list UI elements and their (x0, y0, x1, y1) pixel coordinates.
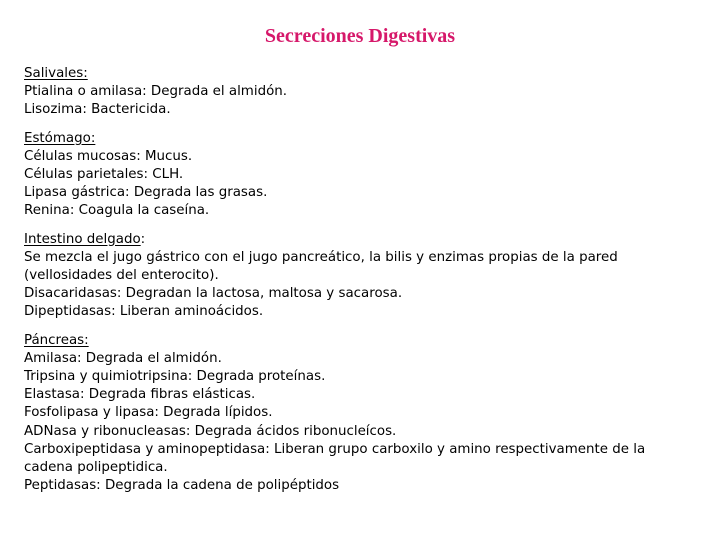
section-line: Se mezcla el jugo gástrico con el jugo pancreático, la bilis y enzimas propias de la pared (vellosidades del enterocito). (24, 249, 618, 284)
slide-title: Secreciones Digestivas (264, 25, 456, 47)
section-line: Renina: Coagula la caseína. (24, 203, 210, 219)
section-heading-text: Páncreas: (24, 332, 89, 348)
section-line: Lipasa gástrica: Degrada las grasas. (24, 185, 268, 201)
section-heading (24, 130, 694, 148)
section-heading (24, 231, 694, 249)
section-intestino-delgado (24, 231, 694, 322)
section-heading (24, 65, 694, 83)
section-heading-suffix: : (140, 231, 146, 247)
section-line: ADNasa y ribonucleasas: Degrada ácidos ribonucleícos. (24, 423, 397, 439)
section-heading-text: Salivales: (24, 66, 88, 81)
section-salivales (24, 65, 694, 120)
section-line: Elastasa: Degrada fibras elásticas. (24, 387, 256, 403)
section-pancreas (24, 332, 694, 496)
section-line: Amilasa: Degrada el almidón. (24, 350, 222, 366)
section-line: Peptidasas: Degrada la cadena de polipéptidos (24, 478, 340, 494)
slide-body (24, 65, 694, 505)
section-estomago (24, 130, 694, 221)
section-heading (24, 332, 694, 350)
section-line: Disacaridasas: Degradan la lactosa, maltosa y sacarosa. (24, 286, 403, 302)
section-line: Tripsina y quimiotripsina: Degrada proteínas. (24, 369, 326, 385)
section-line: Lisozima: Bactericida. (24, 102, 171, 118)
section-line: Células parietales: CLH. (24, 167, 184, 183)
section-line: Ptialina o amilasa: Degrada el almidón. (24, 84, 288, 100)
section-line: Dipeptidasas: Liberan aminoácidos. (24, 304, 264, 320)
section-heading-text: Estómago: (24, 130, 96, 146)
section-line: Fosfolipasa y lipasa: Degrada lípidos. (24, 405, 273, 421)
section-line: Células mucosas: Mucus. (24, 148, 193, 164)
section-heading-text: Intestino delgado (24, 231, 141, 247)
section-line: Carboxipeptidasa y aminopeptidasa: Liberan grupo carboxilo y amino respectivamente de la cadena polipeptidica. (24, 441, 646, 476)
